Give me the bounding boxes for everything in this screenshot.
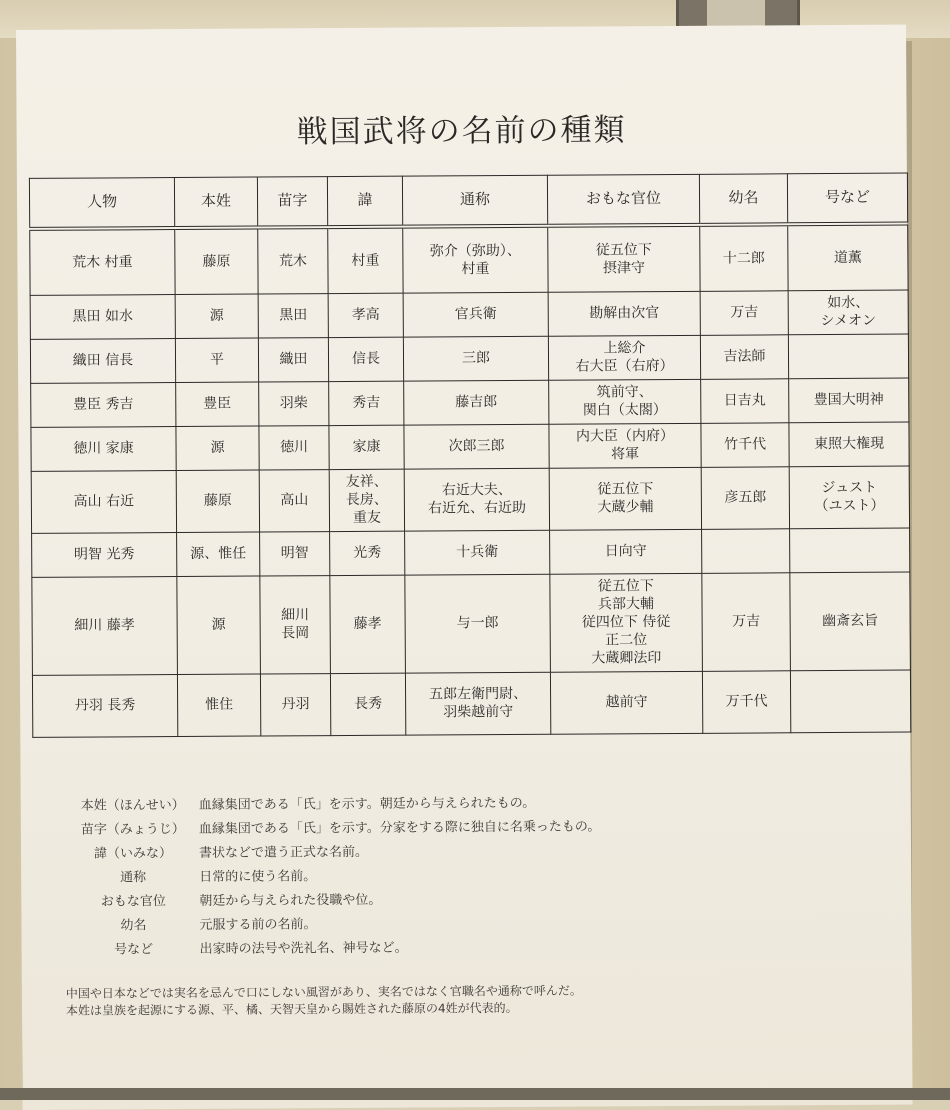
table-cell: 竹千代 (701, 422, 789, 467)
table-cell: 藤吉郎 (404, 380, 549, 425)
table-cell: 与一郎 (405, 574, 551, 673)
footer-line: 中国や日本などでは実名を忌んで口にしない風習があり、実名ではなく官職名や通称で呼んだ。 (65, 983, 582, 1001)
table-row (30, 224, 908, 295)
glossary-term: 本姓（ほんせい） (80, 797, 185, 814)
table-cell: 藤原 (176, 470, 259, 533)
table-row (32, 670, 910, 737)
table-cell: 丹羽 長秀 (32, 674, 177, 737)
table-cell: 羽柴 (259, 381, 329, 425)
table-header-row (29, 173, 907, 229)
footer-notes (66, 981, 886, 1021)
table-cell: 黒田 (258, 293, 328, 337)
glossary-term: 諱（いみな） (93, 845, 173, 862)
wall-bottom-edge (0, 1088, 950, 1100)
table-cell: 十兵衛 (405, 530, 550, 575)
table-cell (790, 670, 910, 733)
glossary-item (68, 931, 868, 960)
table-cell: 従五位下 大蔵少輔 (549, 467, 701, 530)
table-cell: 明智 (260, 531, 330, 575)
table-cell: 万吉 (700, 290, 788, 335)
panel-title: 戦国武将の名前の種類 (296, 112, 627, 151)
glossary-term: 通称 (120, 869, 147, 885)
glossary-definition: 元服する前の名前。 (199, 916, 317, 933)
info-panel (16, 25, 913, 1110)
table-row (31, 466, 909, 533)
header-yomyo: 幼名 (699, 174, 787, 225)
table-row (31, 378, 909, 427)
table-cell: 徳川 (259, 425, 329, 469)
footer-line: 本姓は皇族を起源にする源、平、橘、天智天皇から賜姓された藤原の4姓が代表的。 (65, 1001, 518, 1019)
table-cell: 日吉丸 (701, 378, 789, 423)
table-cell: 信長 (328, 337, 403, 381)
table-cell: 官兵衛 (403, 292, 548, 337)
glossary-definition: 血縁集団である「氏」を示す。分家をする際に独自に名乗ったもの。 (198, 818, 601, 837)
table-cell: 彦五郎 (701, 466, 789, 529)
table-cell: 幽斎玄旨 (790, 572, 911, 671)
table-cell: 村重 (328, 227, 403, 293)
table-cell: 道薫 (788, 224, 908, 291)
table-cell: 藤孝 (330, 575, 406, 673)
table-cell: 従五位下 摂津守 (548, 225, 700, 292)
table-cell: 万吉 (702, 572, 791, 671)
table-cell: 吉法師 (700, 334, 788, 379)
table-cell: 十二郎 (700, 224, 788, 291)
table-row (32, 572, 911, 675)
table-cell: 右近大夫、 右近允、右近助 (404, 468, 549, 531)
header-honsei: 本姓 (174, 177, 257, 228)
table-cell: 万千代 (702, 670, 790, 733)
header-tsusho: 通称 (402, 175, 547, 226)
glossary-definition: 書状などで遣う正式な名前。 (198, 844, 369, 861)
table-cell: 長秀 (330, 673, 405, 735)
table-cell: 日向守 (550, 529, 702, 574)
table-row (32, 528, 910, 577)
glossary-term: おもな官位 (100, 893, 166, 909)
table-cell: 平 (175, 338, 258, 383)
table-cell: 豊臣 (176, 382, 259, 427)
table-cell: 五郎左衛門尉、 羽柴越前守 (405, 672, 550, 735)
table-cell: 勘解由次官 (548, 291, 700, 336)
table-cell: 次郎三郎 (404, 424, 549, 469)
table-cell: 黒田 如水 (30, 294, 175, 339)
glossary-definition: 出家時の法号や洗礼名、神号など。 (199, 940, 408, 957)
table-cell: 上総介 右大臣（右府） (548, 335, 700, 380)
table-cell: 従五位下 兵部大輔 従四位下 侍従 正二位 大蔵卿法印 (550, 573, 703, 672)
table-cell: 明智 光秀 (32, 532, 177, 577)
glossary-definition: 朝廷から与えられた役職や位。 (199, 892, 382, 909)
table-cell: 筑前守、 関白（太閤） (549, 379, 701, 424)
table-cell: 高山 右近 (31, 470, 176, 533)
table-cell: 丹羽 (260, 673, 330, 735)
table-row (30, 290, 908, 339)
table-cell: 東照大権現 (789, 422, 909, 467)
table-cell (702, 528, 790, 573)
header-myoji: 苗字 (257, 177, 327, 228)
table-cell: 弥介（弥助）、 村重 (403, 226, 548, 293)
table-cell: 織田 信長 (30, 338, 175, 383)
table-cell: 秀吉 (329, 381, 404, 425)
table-cell: 徳川 家康 (31, 426, 176, 471)
glossary-notes (67, 787, 868, 960)
table-cell: 細川 長岡 (260, 575, 331, 673)
table-cell: 友祥、 長房、 重友 (329, 469, 404, 531)
header-imina: 諱 (327, 176, 402, 227)
table-cell: 惟住 (177, 674, 260, 737)
table-cell: 孝高 (328, 293, 403, 337)
table-cell: 豊臣 秀吉 (31, 382, 176, 427)
table-cell: 光秀 (330, 531, 405, 575)
table-cell: 高山 (259, 469, 329, 531)
table-cell: 家康 (329, 425, 404, 469)
header-kani: おもな官位 (547, 174, 699, 225)
header-go: 号など (787, 173, 907, 224)
table-cell: 藤原 (175, 228, 258, 295)
table-cell: 三郎 (403, 336, 548, 381)
table-cell: 織田 (258, 337, 328, 381)
table-cell: 源 (176, 426, 259, 471)
table-cell: 越前守 (550, 671, 702, 734)
table-cell: 内大臣（内府） 将軍 (549, 423, 701, 468)
table-cell (788, 334, 908, 379)
table-cell: 荒木 (258, 227, 328, 293)
names-table (29, 173, 911, 738)
table-cell: 荒木 村重 (30, 228, 175, 295)
table-row (31, 422, 909, 471)
table-cell: 如水、 シメオン (788, 290, 908, 335)
table-cell: 源 (177, 576, 261, 675)
glossary-definition: 血縁集団である「氏」を示す。朝廷から与えられたもの。 (198, 795, 536, 813)
glossary-term: 苗字（みょうじ） (80, 821, 185, 838)
table-cell: 源、惟任 (177, 532, 260, 577)
table-cell: 細川 藤孝 (32, 576, 178, 675)
header-person: 人物 (29, 178, 174, 229)
table-cell: 豊国大明神 (789, 378, 909, 423)
table-cell: ジュスト （ユスト） (789, 466, 909, 529)
table-row (30, 334, 908, 383)
glossary-definition: 日常的に使う名前。 (199, 868, 317, 885)
table-cell (790, 528, 910, 573)
glossary-term: 幼名 (120, 917, 147, 933)
glossary-term: 号など (114, 941, 154, 957)
table-cell: 源 (175, 294, 258, 339)
